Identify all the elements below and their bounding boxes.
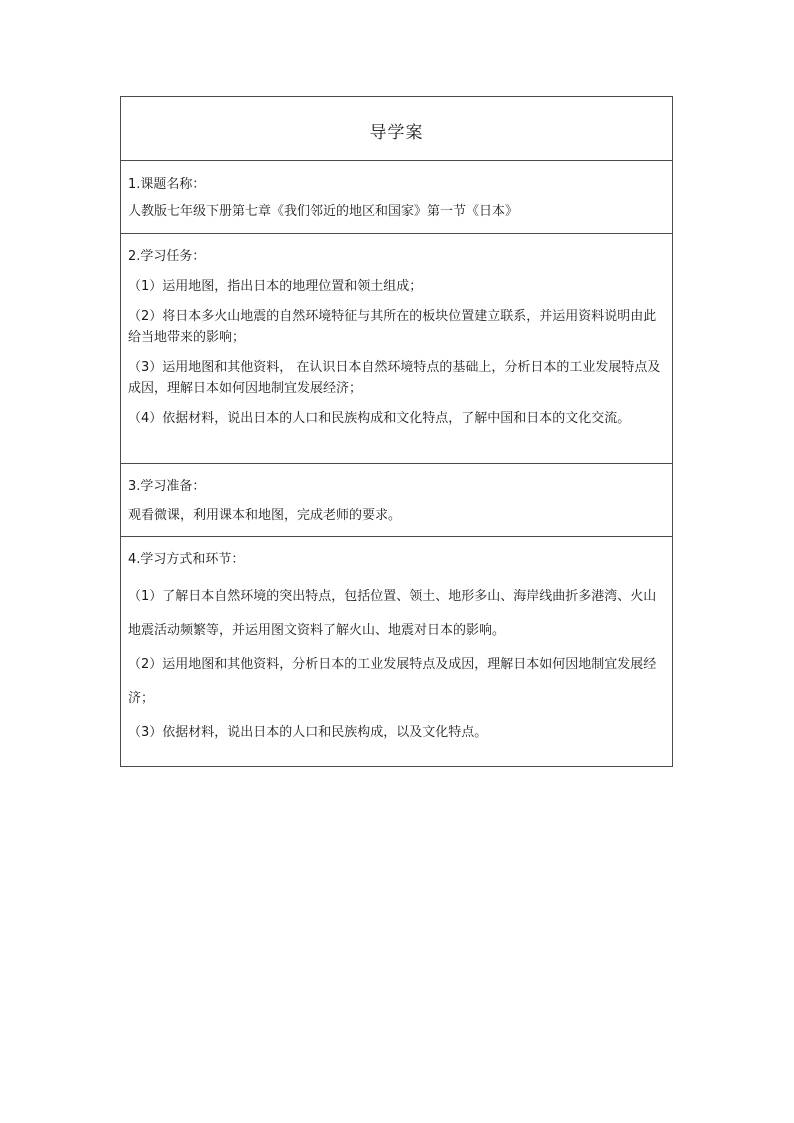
method-item: （1）了解日本自然环境的突出特点，包括位置、领土、地形多山、海岸线曲折多港湾、火山地震活动频繁等，并运用图文资料了解火山、地震对日本的影响。	[128, 589, 657, 638]
section-preparation	[121, 463, 672, 536]
section-heading: 2.学习任务：	[128, 249, 206, 264]
section-text: 观看微课，利用课本和地图，完成老师的要求。	[128, 508, 402, 523]
section-heading: 4.学习方式和环节：	[128, 552, 245, 567]
section-learning-tasks	[121, 233, 672, 463]
method-item: （2）运用地图和其他资料，分析日本的工业发展特点及成因，理解日本如何因地制宜发展经济；	[128, 657, 657, 706]
section-heading: 3.学习准备：	[128, 479, 206, 494]
task-item: （3）运用地图和其他资料， 在认识日本自然环境特点的基础上，分析日本的工业发展特点及成因，理解日本如何因地制宜发展经济；	[128, 360, 661, 396]
task-item: （4）依据材料，说出日本的人口和民族构成和文化特点，了解中国和日本的文化交流。	[128, 411, 631, 426]
section-course-name	[121, 160, 672, 233]
task-item: （2）将日本多火山地震的自然环境特征与其所在的板块位置建立联系，并运用资料说明由此给当地带来的影响；	[128, 309, 657, 345]
title-row	[121, 97, 672, 160]
section-learning-methods	[121, 536, 672, 766]
task-item: （1）运用地图，指出日本的地理位置和领土组成；	[128, 279, 423, 294]
method-item: （3）依据材料，说出日本的人口和民族构成，以及文化特点。	[128, 725, 488, 740]
document-title: 导学案	[369, 123, 424, 143]
study-guide-table	[120, 96, 673, 767]
section-text: 人教版七年级下册第七章《我们邻近的地区和国家》第一节《日本》	[128, 204, 519, 219]
section-heading: 1.课题名称：	[128, 177, 206, 192]
